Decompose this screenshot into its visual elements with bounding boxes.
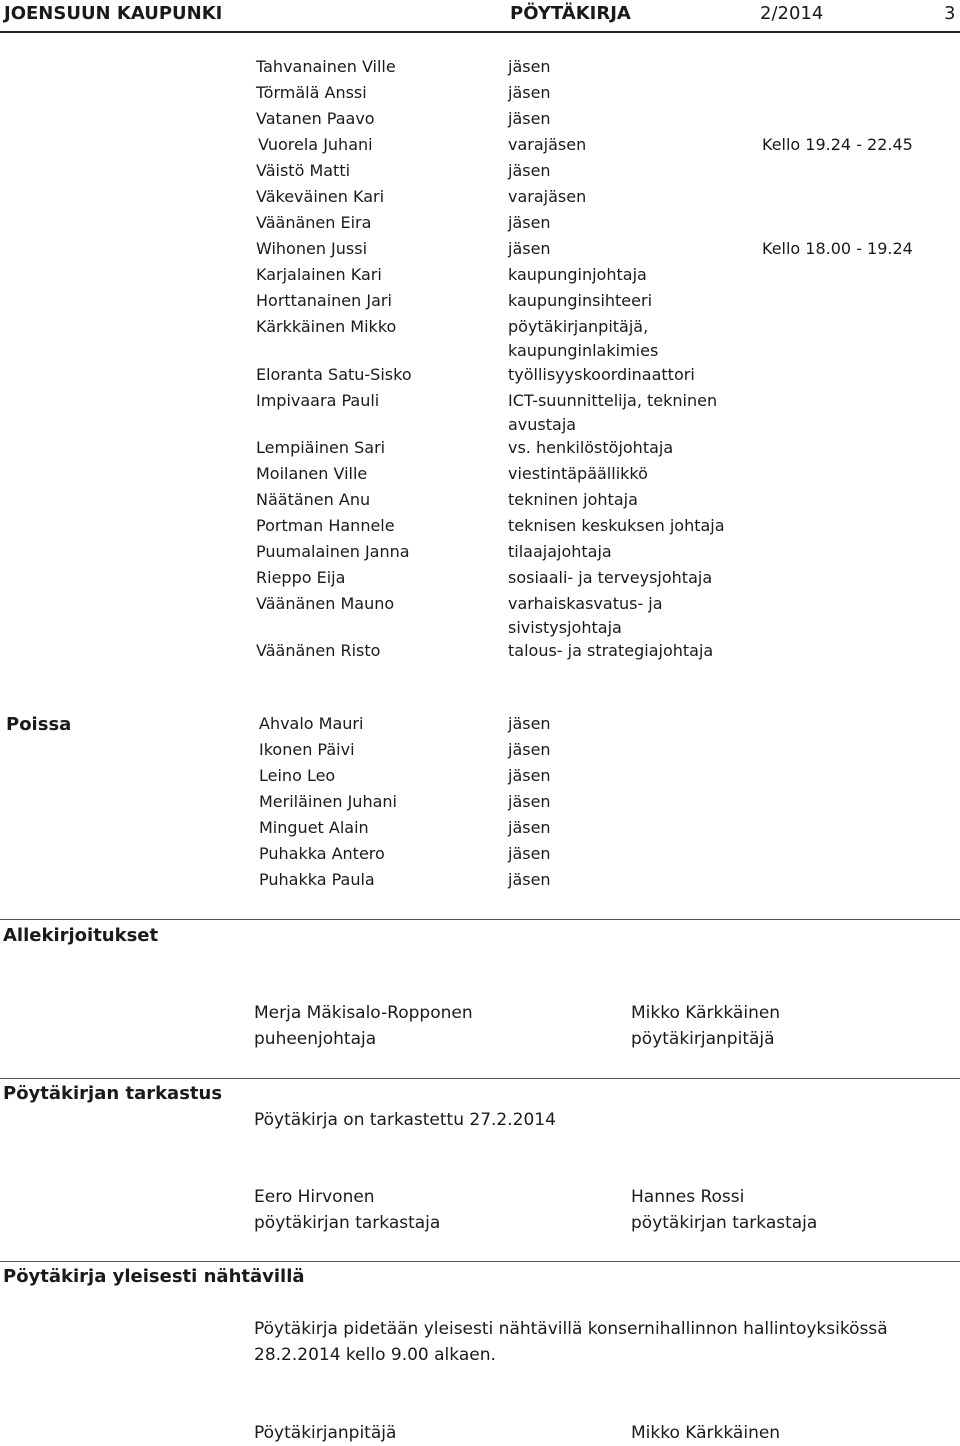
header-doc-number: 2/2014 — [760, 3, 824, 24]
attendee-name: Tahvanainen Ville — [256, 57, 396, 76]
official-role: teknisen keskuksen johtaja — [508, 516, 725, 535]
official-name: Väänänen Risto — [256, 641, 381, 660]
absent-role: jäsen — [508, 766, 551, 785]
attendee-role: jäsen — [508, 239, 551, 258]
absent-section-title: Poissa — [6, 714, 72, 735]
signature-right-role: pöytäkirjanpitäjä — [631, 1029, 775, 1049]
official-name: Lempiäinen Sari — [256, 438, 386, 457]
official-name: Karjalainen Kari — [256, 265, 382, 284]
attendee-role: jäsen — [508, 109, 551, 128]
header-page-number: 3 — [944, 3, 956, 24]
official-role: viestintäpäällikkö — [508, 464, 648, 483]
attendee-time-note: Kello 18.00 - 19.24 — [762, 239, 913, 258]
official-role: tilaajajohtaja — [508, 542, 612, 561]
attendee-name: Törmälä Anssi — [256, 83, 367, 102]
attendee-role: jäsen — [508, 161, 551, 180]
header-doc-type: PÖYTÄKIRJA — [510, 3, 631, 24]
absent-name: Ahvalo Mauri — [259, 714, 364, 733]
review-section-title: Pöytäkirjan tarkastus — [3, 1083, 223, 1104]
header-rule — [0, 31, 960, 33]
official-name: Väänänen Mauno — [256, 594, 395, 613]
official-role: tekninen johtaja — [508, 490, 638, 509]
official-role: talous- ja strategiajohtaja — [508, 641, 714, 660]
public-section-title: Pöytäkirja yleisesti nähtävillä — [3, 1266, 305, 1287]
official-name: Kärkkäinen Mikko — [256, 317, 397, 336]
official-name: Impivaara Pauli — [256, 391, 380, 410]
absent-name: Puhakka Paula — [259, 870, 375, 889]
header-org: JOENSUUN KAUPUNKI — [4, 3, 223, 24]
official-name: Horttanainen Jari — [256, 291, 392, 310]
official-role: kaupunginsihteeri — [508, 291, 653, 310]
signature-left-role: puheenjohtaja — [254, 1029, 377, 1049]
public-text: Pöytäkirja pidetään yleisesti nähtävillä konsernihallinnon hallintoyksikössä 28.2.2014 kello 9.00 alkaen. — [254, 1319, 888, 1365]
signature-left-name: Merja Mäkisalo-Ropponen — [254, 1003, 473, 1023]
official-name: Rieppo Eija — [256, 568, 346, 587]
official-name: Portman Hannele — [256, 516, 395, 535]
official-role: sosiaali- ja terveysjohtaja — [508, 568, 713, 587]
official-role: vs. henkilöstöjohtaja — [508, 438, 674, 457]
official-role: työllisyyskoordinaattori — [508, 365, 695, 384]
absent-name: Ikonen Päivi — [259, 740, 355, 759]
section-rule — [0, 1261, 960, 1262]
absent-role: jäsen — [508, 818, 551, 837]
attendee-name: Vatanen Paavo — [256, 109, 375, 128]
public-right-label: Mikko Kärkkäinen — [631, 1423, 781, 1443]
signatures-section-title: Allekirjoitukset — [3, 925, 159, 946]
reviewer-left-name: Eero Hirvonen — [254, 1187, 375, 1207]
attendee-name: Wihonen Jussi — [256, 239, 368, 258]
attendee-name: Väänänen Eira — [256, 213, 372, 232]
official-name: Eloranta Satu-Sisko — [256, 365, 412, 384]
official-name: Moilanen Ville — [256, 464, 368, 483]
absent-role: jäsen — [508, 870, 551, 889]
section-rule — [0, 1078, 960, 1079]
official-name: Puumalainen Janna — [256, 542, 410, 561]
absent-role: jäsen — [508, 844, 551, 863]
absent-name: Minguet Alain — [259, 818, 369, 837]
review-text: Pöytäkirja on tarkastettu 27.2.2014 — [254, 1110, 556, 1130]
absent-role: jäsen — [508, 792, 551, 811]
reviewer-right-name: Hannes Rossi — [631, 1187, 745, 1207]
attendee-role: varajäsen — [508, 135, 587, 154]
attendee-role: varajäsen — [508, 187, 587, 206]
reviewer-left-role: pöytäkirjan tarkastaja — [254, 1213, 441, 1233]
signature-right-name: Mikko Kärkkäinen — [631, 1003, 781, 1023]
attendee-time-note: Kello 19.24 - 22.45 — [762, 135, 913, 154]
official-role: pöytäkirjanpitäjä, kaupunginlakimies — [508, 317, 659, 360]
attendee-name: Väistö Matti — [256, 161, 351, 180]
official-role: kaupunginjohtaja — [508, 265, 647, 284]
attendee-role: jäsen — [508, 57, 551, 76]
absent-name: Meriläinen Juhani — [259, 792, 397, 811]
section-rule — [0, 919, 960, 920]
absent-name: Puhakka Antero — [259, 844, 385, 863]
absent-role: jäsen — [508, 740, 551, 759]
attendee-role: jäsen — [508, 83, 551, 102]
attendee-role: jäsen — [508, 213, 551, 232]
absent-role: jäsen — [508, 714, 551, 733]
public-left-label: Pöytäkirjanpitäjä — [254, 1423, 397, 1443]
official-name: Näätänen Anu — [256, 490, 371, 509]
reviewer-right-role: pöytäkirjan tarkastaja — [631, 1213, 818, 1233]
attendee-name: Väkeväinen Kari — [256, 187, 385, 206]
absent-name: Leino Leo — [259, 766, 336, 785]
official-role: ICT-suunnittelija, tekninen avustaja — [508, 391, 718, 434]
attendee-name: Vuorela Juhani — [258, 135, 373, 154]
official-role: varhaiskasvatus- ja sivistysjohtaja — [508, 594, 663, 637]
